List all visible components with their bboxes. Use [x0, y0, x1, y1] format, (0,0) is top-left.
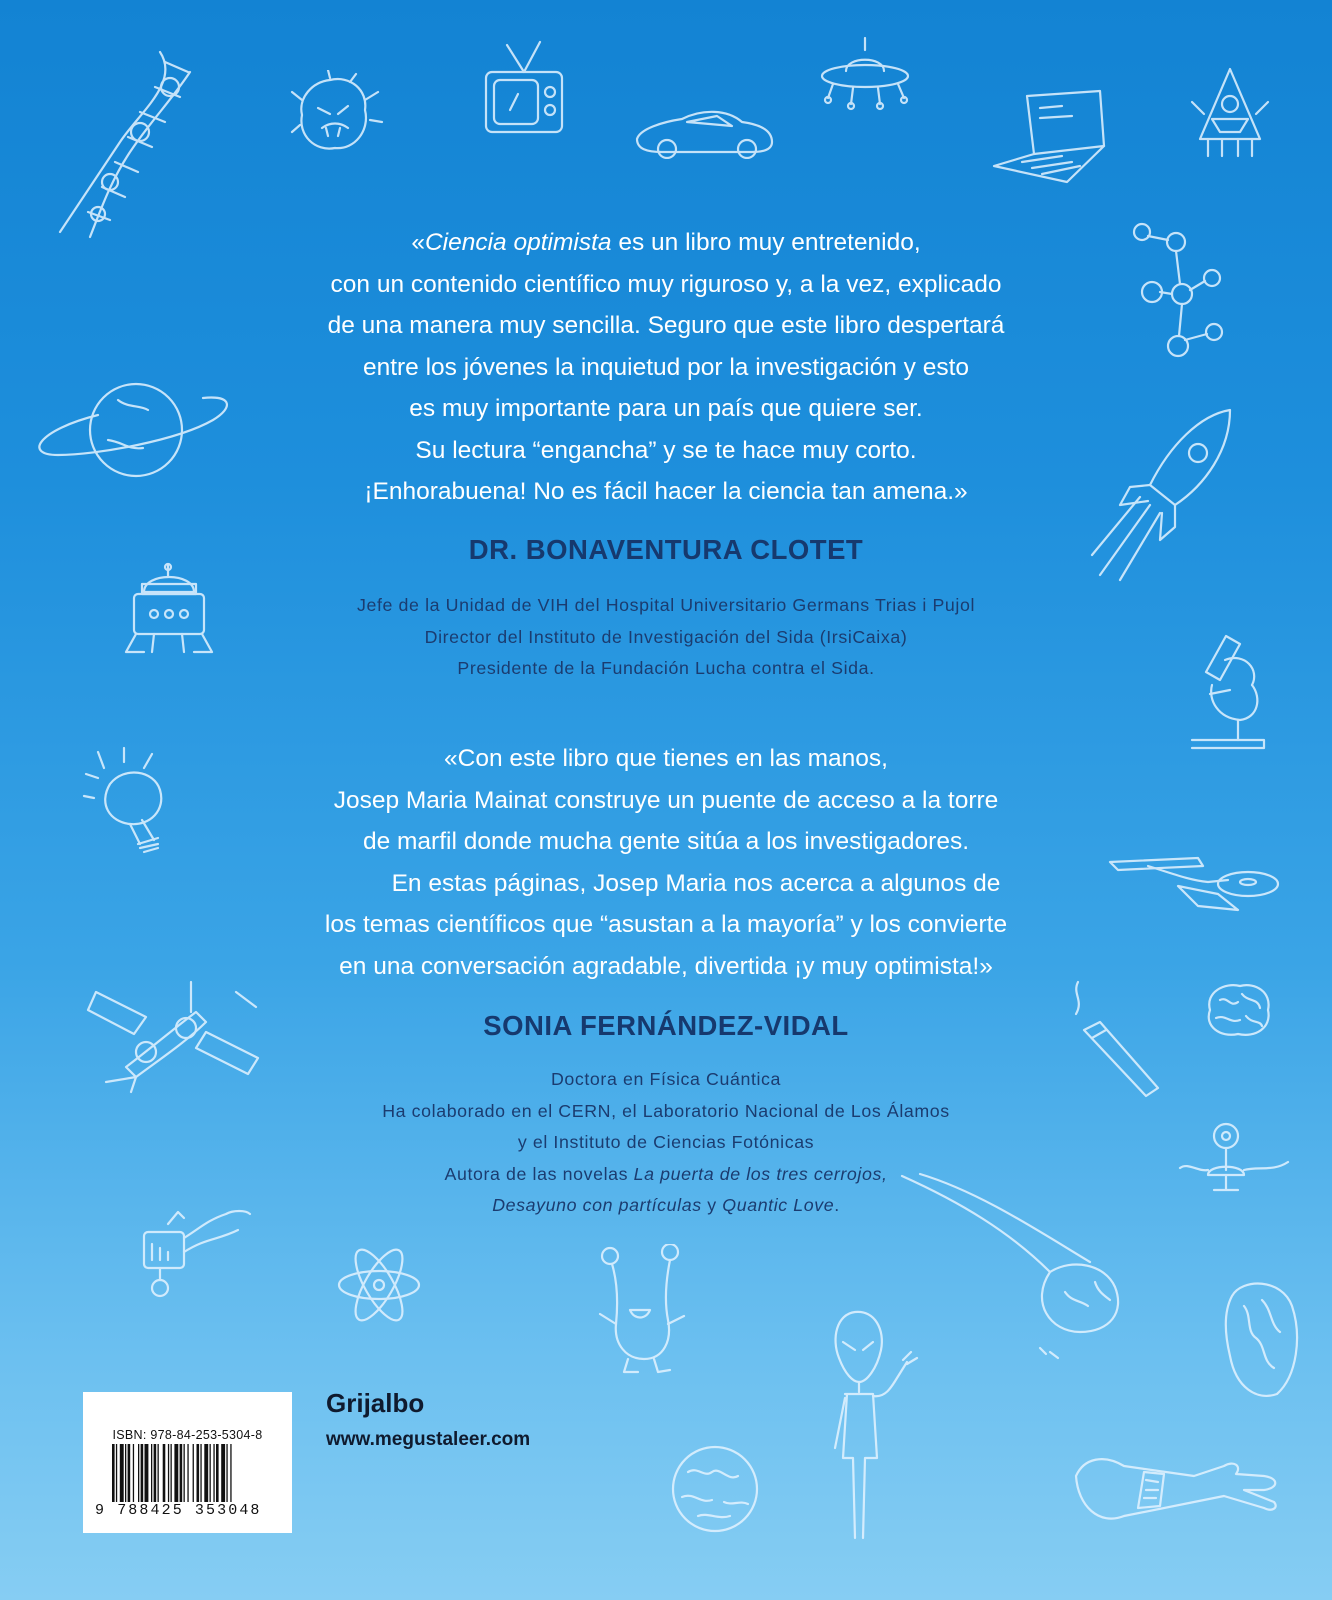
- sports-car-icon: [632, 104, 777, 159]
- cell-icon: [1222, 1276, 1302, 1401]
- credential-line: Jefe de la Unidad de VIH del Hospital Universitario Germans Trias i Pujol: [357, 595, 975, 615]
- quote-1-author: DR. BONAVENTURA CLOTET: [468, 534, 864, 565]
- planet-globe-icon: [668, 1442, 763, 1537]
- isbn-text: ISBN: 978-84-253-5304-8: [112, 1428, 263, 1442]
- credential-line: Doctora en Física Cuántica: [550, 1069, 782, 1089]
- quote-2-line-2: Josep Maria Mainat construye un puente de acceso a la torre: [333, 786, 999, 814]
- mars-rover-icon: [138, 1208, 253, 1313]
- arm-icon: [1074, 1446, 1284, 1531]
- molecule-icon: [1130, 216, 1230, 361]
- quote-2-line-3: de marfil donde mucha gente sitúa a los investigadores.: [362, 828, 970, 855]
- quote-1: [250, 222, 1082, 513]
- credential-line: Presidente de la Fundación Lucha contra el Sida.: [457, 658, 875, 678]
- tv-icon: [482, 40, 567, 140]
- quote-2: [250, 738, 1082, 987]
- atom-icon: [334, 1240, 424, 1330]
- quote-2-line-5: los temas científicos que “asustan a la mayoría” y los convierte: [324, 911, 1008, 938]
- quote-2-credentials: [0, 1064, 1332, 1222]
- credential-line: Ha colaborado en el CERN, el Laboratorio Nacional de Los Álamos: [382, 1100, 950, 1121]
- quote-1-line-4: entre los jóvenes la inquietud por la investigación y esto: [362, 353, 970, 381]
- credential-novels-line-2: Desayuno con partículas y Quantic Love.: [492, 1195, 840, 1215]
- publisher-website[interactable]: www.megustaleer.com: [326, 1429, 531, 1450]
- planet-icon: [28, 380, 238, 480]
- monster-icon: [1190, 64, 1270, 164]
- quote-1-line-2: con un contenido científico muy riguroso y, a la vez, explicado: [330, 270, 1002, 298]
- barcode-icon: [112, 1444, 277, 1502]
- quote-1-credentials: [0, 590, 1332, 685]
- quote-1-line-7: ¡Enhorabuena! No es fácil hacer la ciencia tan amena.»: [364, 478, 968, 505]
- credential-line: Director del Instituto de Investigación del Sida (IrsiCaixa): [424, 626, 908, 647]
- credential-line: y el Instituto de Ciencias Fotónicas: [517, 1132, 815, 1152]
- quote-1-line-1: «Ciencia optimista es un libro muy entretenido,: [411, 229, 921, 256]
- ufo-icon: [818, 36, 913, 116]
- quote-2-author: SONIA FERNÁNDEZ-VIDAL: [483, 1010, 849, 1041]
- book-title: Ciencia optimista: [424, 229, 612, 256]
- lightbulb-icon: [80, 744, 180, 859]
- quote-2-line-1: «Con este libro que tienes en las manos,: [444, 745, 888, 772]
- credential-novels-line-1: Autora de las novelas La puerta de los tres cerrojos,: [444, 1163, 888, 1184]
- ean-digits: 9 788425 353048: [95, 1502, 262, 1519]
- quote-1-line-6: Su lectura “engancha” y se te hace muy corto.: [415, 436, 917, 464]
- quote-1-line-5: es muy importante para un país que quiere ser.: [409, 395, 923, 422]
- dna-icon: [40, 42, 210, 242]
- barcode-label: [83, 1392, 292, 1533]
- alien-monster-icon: [598, 1244, 688, 1374]
- quote-2-line-6: en una conversación agradable, divertida ¡y muy optimista!»: [339, 952, 993, 980]
- quote-1-line-3: de una manera muy sencilla. Seguro que este libro despertará: [327, 312, 1005, 339]
- germ-icon: [290, 70, 385, 160]
- starship-icon: [1108, 850, 1283, 915]
- publisher-logo: Grijalbo: [326, 1388, 425, 1418]
- laptop-icon: [992, 86, 1112, 186]
- quote-2-line-4: En estas páginas, Josep Maria nos acerca a algunos de: [391, 869, 1001, 897]
